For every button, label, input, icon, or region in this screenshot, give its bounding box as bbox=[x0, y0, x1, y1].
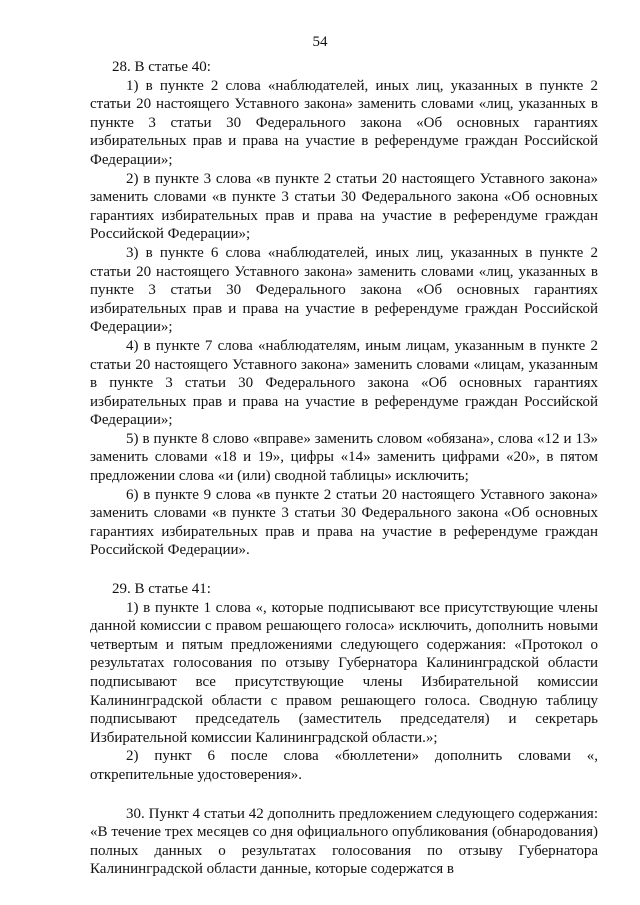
section-28-item-5: 5) в пункте 8 слово «вправе» заменить словом «обязана», слова «12 и 13» заменить словами «18 и 19», цифры «14» заменить цифрами «20», в пятом предложении слова «и (или) сводной таблицы» исключить; bbox=[90, 430, 598, 485]
section-28-item-6: 6) в пункте 9 слова «в пункте 2 статьи 20 настоящего Уставного закона» заменить словами «в пункте 3 статьи 30 Федерального закона «Об основных гарантиях избирательных прав и права на участие в референдуме граждан Российской Федерации». bbox=[90, 486, 598, 559]
section-28-item-4: 4) в пункте 7 слова «наблюдателям, иным лицам, указанным в пункте 2 статьи 20 настоящего Уставного закона» заменить словами «лицам, указанным в пункте 3 статьи 30 Федерального закона «Об основных гарантиях избирательных прав и права на участие в референдуме граждан Российской Федерации»; bbox=[90, 337, 598, 429]
section-29-item-2: 2) пункт 6 после слова «бюллетени» дополнить словами «, открепительные удостоверения». bbox=[90, 748, 598, 783]
section-28-item-2: 2) в пункте 3 слова «в пункте 2 статьи 20 настоящего Уставного закона» заменить словами «в пункте 3 статьи 30 Федерального закона «Об основных гарантиях избирательных прав и права на участие в референдуме граждан Российской Федерации»; bbox=[90, 170, 598, 243]
section-30-paragraph: 30. Пункт 4 статьи 42 дополнить предложением следующего содержания: «В течение трех месяцев со дня официального опубликования (обнародования) полных данных о результатах голосования по отзыву Губернатора Калининградской области данные, которые содержатся в bbox=[90, 805, 598, 878]
section-28-heading: 28. В статье 40: bbox=[112, 59, 211, 75]
paragraph-spacer bbox=[90, 560, 598, 580]
paragraph-spacer bbox=[90, 785, 598, 805]
page-number: 54 bbox=[312, 34, 328, 50]
section-28-item-1: 1) в пункте 2 слова «наблюдателей, иных лиц, указанных в пункте 2 статьи 20 настоящего Уставного закона» заменить словами «лиц, указанных в пункте 3 статьи 30 Федерального закона «Об основных гарантиях избирательных прав и права на участие в референдуме граждан Российской Федерации»; bbox=[90, 77, 598, 168]
section-29-item-1: 1) в пункте 1 слова «, которые подписывают все присутствующие члены данной комиссии с правом решающего голоса» исключить, дополнить новыми четвертым и пятым предложениями следующего содержания: «Протокол о результатах голосования по отзыву Губернатора Калининградской области подписывают все присутствующие члены Избирательной комиссии Калининградской области с правом решающего голоса. Сводную таблицу подписывают председатель (заместитель председателя) и секретарь Избирательной комиссии Калининградской области.»; bbox=[90, 599, 598, 746]
section-29-heading: 29. В статье 41: bbox=[112, 581, 211, 598]
section-28-item-3: 3) в пункте 6 слова «наблюдателей, иных лиц, указанных в пункте 2 статьи 20 настоящего Уставного закона» заменить словами «лиц, указанных в пункте 3 статьи 30 Федерального закона «Об основных гарантиях избирательных прав и права на участие в референдуме граждан Российской Федерации»; bbox=[90, 244, 598, 336]
document-body bbox=[90, 58, 598, 879]
